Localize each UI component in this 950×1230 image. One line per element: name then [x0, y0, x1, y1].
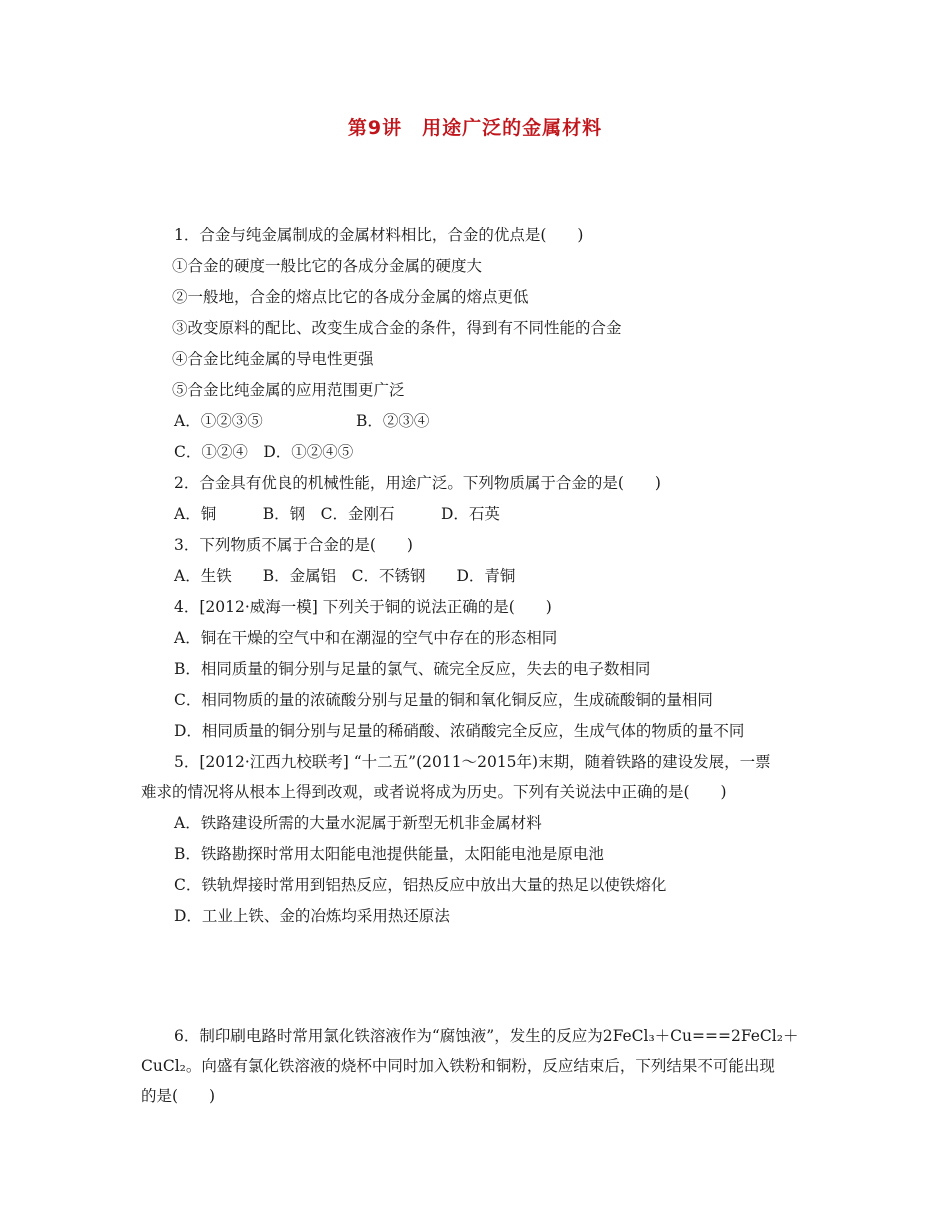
question-6-stem-line-1: 6．制印刷电路时常用氯化铁溶液作为“腐蚀液”，发生的反应为2FeCl₃＋Cu===2FeCl₂＋ [174, 1027, 799, 1045]
q5-option-d: D．工业上铁、金的冶炼均采用热还原法 [174, 907, 450, 925]
q1-item-3: ③改变原料的配比、改变生成合金的条件，得到有不同性能的合金 [172, 319, 622, 337]
q1-item-1: ①合金的硬度一般比它的各成分金属的硬度大 [172, 257, 483, 275]
q4-option-b: B．相同质量的铜分别与足量的氯气、硫完全反应，失去的电子数相同 [174, 660, 651, 678]
q4-option-d: D．相同质量的铜分别与足量的稀硝酸、浓硝酸完全反应，生成气体的物质的量不同 [174, 722, 745, 740]
q2-options: A．铜 B．钢 C．金刚石 D．石英 [174, 505, 500, 523]
q1-item-4: ④合金比纯金属的导电性更强 [172, 350, 374, 368]
q1-option-a: A．①②③⑤ [174, 412, 263, 430]
question-5-stem-line-1: 5．[2012·江西九校联考] “十二五”(2011～2015年)末期，随着铁路的建设发展，一票 [174, 753, 771, 771]
q5-option-c: C．铁轨焊接时常用到铝热反应，铝热反应中放出大量的热足以使铁熔化 [174, 876, 667, 894]
q1-options-cd: C．①②④ D．①②④⑤ [174, 443, 354, 461]
q4-option-c: C．相同物质的量的浓硫酸分别与足量的铜和氧化铜反应，生成硫酸铜的量相同 [174, 691, 713, 709]
q1-item-2: ②一般地，合金的熔点比它的各成分金属的熔点更低 [172, 288, 529, 306]
question-5-stem-line-2: 难求的情况将从根本上得到改观，或者说将成为历史。下列有关说法中正确的是( ) [141, 783, 727, 801]
question-6-stem-line-3: 的是( ) [141, 1087, 216, 1105]
question-4-stem: 4．[2012·威海一模] 下列关于铜的说法正确的是( ) [174, 598, 552, 616]
q5-option-b: B．铁路勘探时常用太阳能电池提供能量，太阳能电池是原电池 [174, 845, 604, 863]
q5-option-a: A．铁路建设所需的大量水泥属于新型无机非金属材料 [174, 814, 542, 832]
question-2-stem: 2．合金具有优良的机械性能，用途广泛。下列物质属于合金的是( ) [174, 474, 661, 492]
question-6-stem-line-2: CuCl₂。向盛有氯化铁溶液的烧杯中同时加入铁粉和铜粉，反应结束后，下列结果不可能出现 [141, 1057, 775, 1075]
question-1-stem: 1．合金与纯金属制成的金属材料相比，合金的优点是( ) [174, 226, 584, 244]
q1-item-5: ⑤合金比纯金属的应用范围更广泛 [172, 381, 405, 399]
question-3-stem: 3．下列物质不属于合金的是( ) [174, 536, 413, 554]
q4-option-a: A．铜在干燥的空气中和在潮湿的空气中存在的形态相同 [174, 629, 558, 647]
q3-options: A．生铁 B．金属铝 C．不锈钢 D．青铜 [174, 567, 516, 585]
q1-option-b: B．②③④ [356, 412, 430, 430]
page-title: 第9讲 用途广泛的金属材料 [347, 117, 603, 139]
